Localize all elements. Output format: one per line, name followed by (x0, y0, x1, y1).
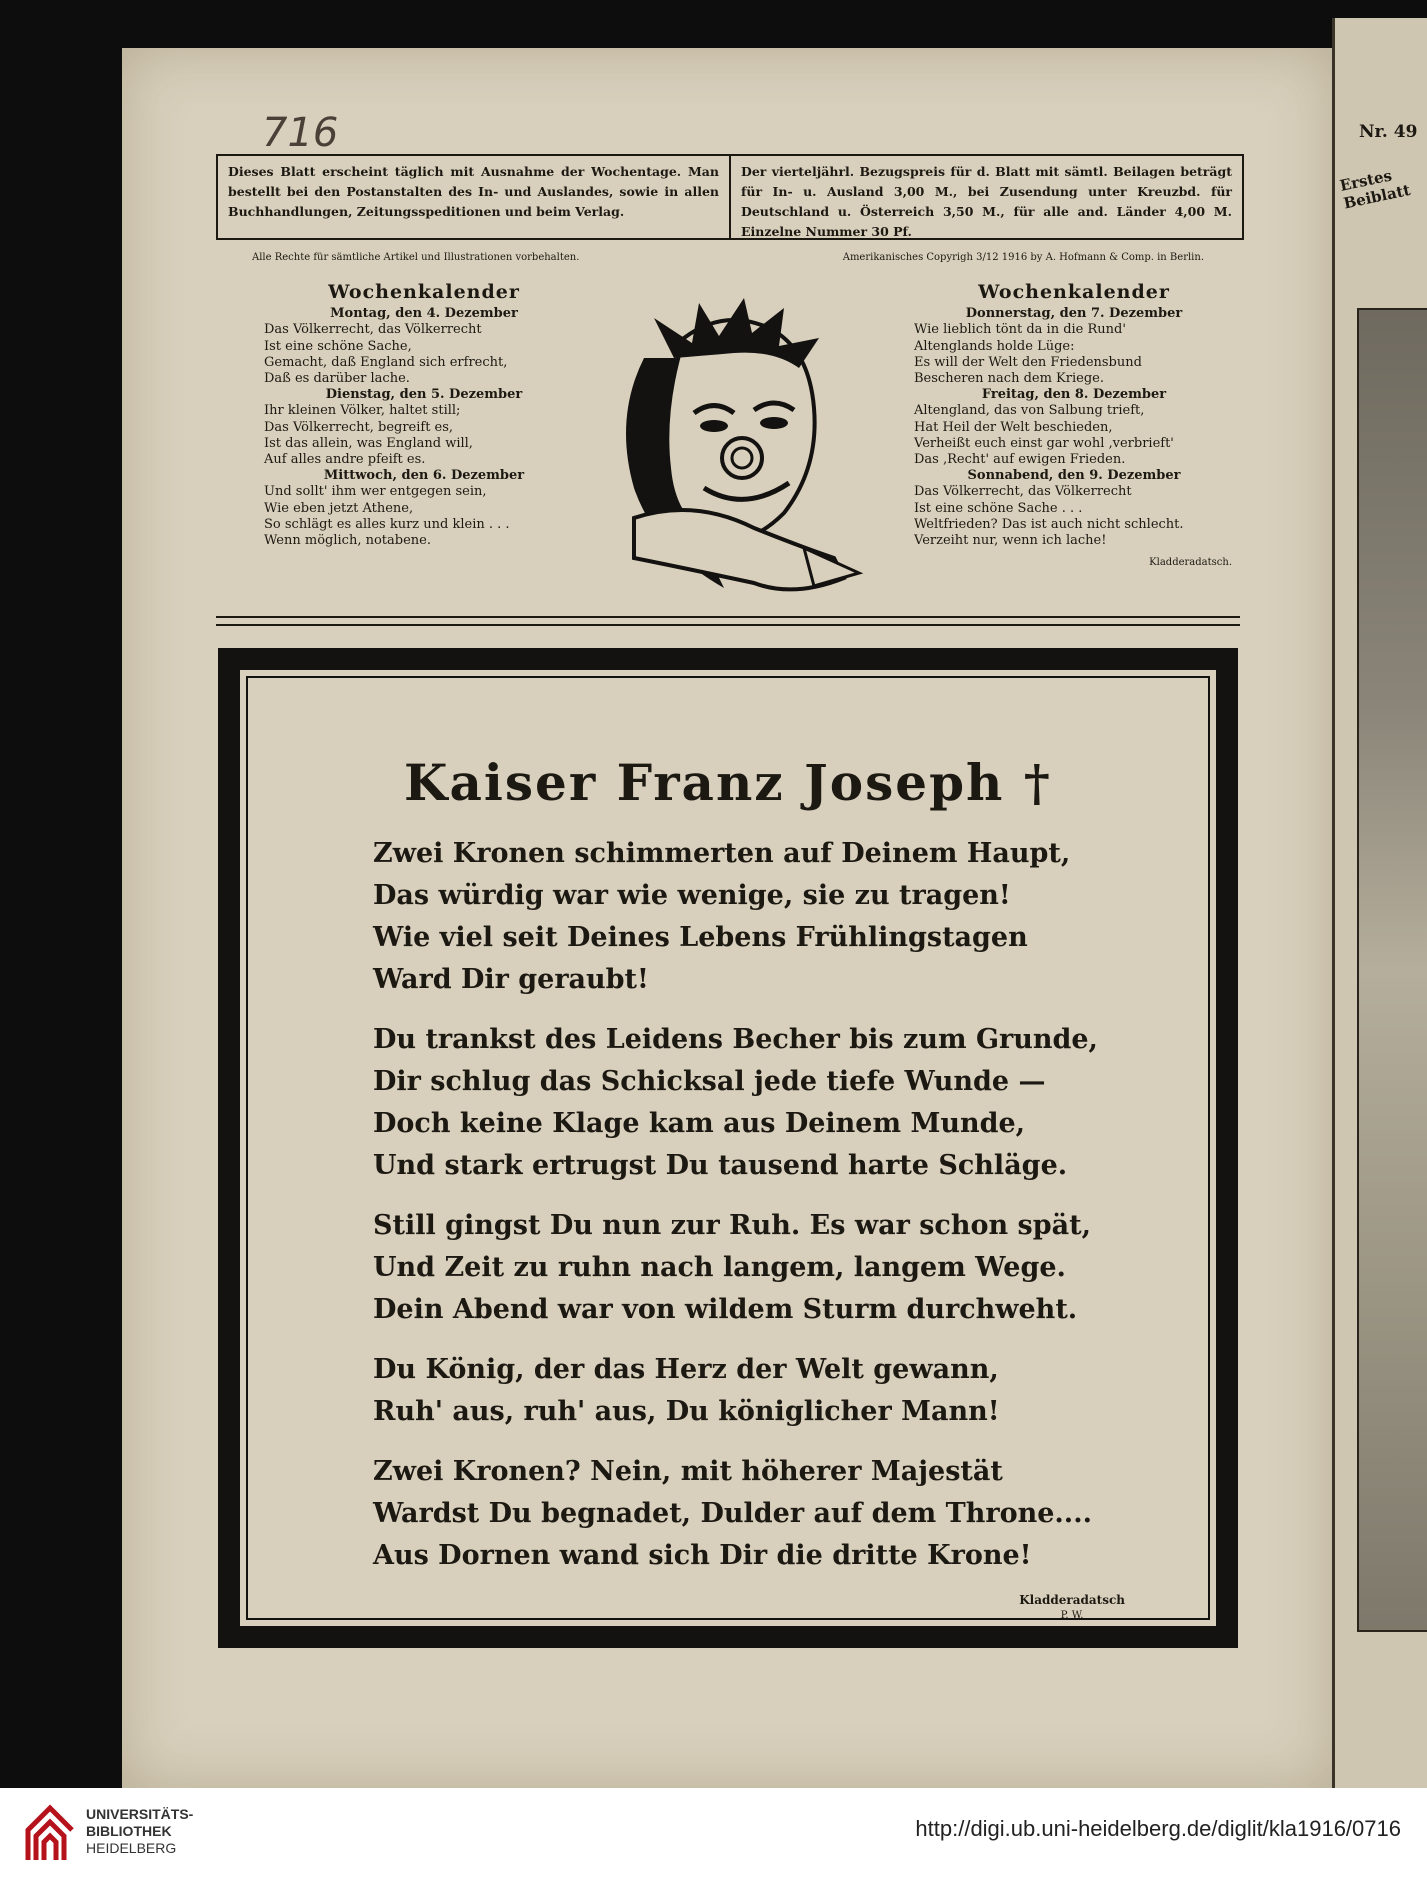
day-heading: Mittwoch, den 6. Dezember (323, 468, 525, 484)
verse-line: Das Völkerrecht, das Völkerrecht (264, 322, 482, 338)
poem-line: Du König, der das Herz der Welt gewann, (373, 1354, 999, 1385)
poem-stanza (373, 1205, 1113, 1331)
verse-line: Ist eine schöne Sache, (264, 338, 412, 354)
poem-line: Doch keine Klage kam aus Deinem Munde, (373, 1108, 1026, 1139)
verse-line: Auf alles andre pfeift es. (264, 452, 426, 468)
verse-line: Gemacht, daß England sich erfrecht, (264, 354, 508, 370)
verse-line: Ihr kleinen Völker, haltet still; (264, 403, 461, 419)
copyright-note: Amerikanisches Copyrigh 3/12 1916 by A. Hofmann & Comp. in Berlin. (842, 252, 1204, 263)
poem-line: Ruh' aus, ruh' aus, Du königlicher Mann! (373, 1396, 1000, 1427)
verse-line: Wenn möglich, notabene. (264, 533, 431, 549)
adjacent-page-subtitle: Erstes Beiblatt (1338, 166, 1412, 213)
memorial-frame (218, 648, 1238, 1648)
rights-reserved: Alle Rechte für sämtliche Artikel und Illustrationen vorbehalten. (252, 252, 580, 263)
day-heading: Montag, den 4. Dezember (330, 306, 518, 322)
poem-line: Aus Dornen wand sich Dir die dritte Krone! (373, 1540, 1032, 1571)
calendar-left-title: Wochenkalender (328, 281, 520, 303)
verse-line: Es will der Welt den Friedensbund (914, 354, 1142, 370)
verse-line: Ist eine schöne Sache . . . (914, 500, 1083, 516)
poem-line: Dein Abend war von wildem Sturm durchweht. (373, 1294, 1078, 1325)
verse-line: Daß es darüber lache. (264, 371, 410, 387)
library-name-line: UNIVERSITÄTS- (86, 1806, 194, 1822)
library-name-line: HEIDELBERG (86, 1840, 177, 1856)
viewer-footer (0, 1788, 1427, 1885)
verse-line: Hat Heil der Welt beschieden, (914, 419, 1113, 435)
poem-line: Und stark ertrugst Du tausend harte Schläge. (373, 1150, 1068, 1181)
verse-line: Altengland, das von Salbung trieft, (914, 403, 1145, 419)
poem-stanza (373, 1349, 1113, 1433)
poem-line: Still gingst Du nun zur Ruh. Es war schon spät, (373, 1210, 1091, 1241)
scanned-page (122, 48, 1332, 1788)
calendar-right (914, 281, 1234, 571)
poem-body (373, 833, 1113, 1595)
verse-line: Und sollt' ihm wer entgegen sein, (264, 484, 487, 500)
cartoon-illustration (574, 298, 864, 608)
poem-line: Dir schlug das Schicksal jede tiefe Wunde — (373, 1066, 1046, 1097)
verse-line: Bescheren nach dem Kriege. (914, 371, 1104, 387)
price-notice: Der vierteljährl. Bezugspreis für d. Blatt mit sämtl. Beilagen beträgt für In- u. Ausland 3,00 M., bei Zusendung unter Kreuzbd. für Deutschland u. Österreich 3,50 M., für alle and. Länder 4,00 M. Einzelne Nummer 30 Pf. (741, 164, 1232, 239)
poem-title: Kaiser Franz Joseph † (404, 753, 1052, 812)
day-heading: Dienstag, den 5. Dezember (325, 387, 523, 403)
verse-line: Altenglands holde Lüge: (914, 338, 1075, 354)
memorial-panel (240, 670, 1216, 1626)
poem-stanza (373, 1451, 1113, 1577)
verse-line: Das Völkerrecht, das Völkerrecht (914, 484, 1132, 500)
poem-line: Zwei Kronen schimmerten auf Deinem Haupt, (373, 838, 1071, 869)
verse-line: Das ‚Recht' auf ewigen Frieden. (914, 452, 1126, 468)
poem-initials: P. W. (1060, 1610, 1084, 1621)
poem-line: Zwei Kronen? Nein, mit höherer Majestät (373, 1456, 1003, 1487)
poem-signature: Kladderadatsch (1019, 1593, 1125, 1607)
verse-line: Das Völkerrecht, begreift es, (264, 419, 454, 435)
verse-line: Wie eben jetzt Athene, (264, 500, 414, 516)
poem-line: Ward Dir geraubt! (373, 964, 649, 995)
poem-line: Wardst Du begnadet, Dulder auf dem Throne.... (373, 1498, 1092, 1529)
verse-line: Wie lieblich tönt da in die Rund' (914, 322, 1126, 338)
poem-line: Du trankst des Leidens Becher bis zum Grunde, (373, 1024, 1098, 1055)
poem-line: Wie viel seit Deines Lebens Frühlingstagen (373, 922, 1028, 953)
rights-line (216, 252, 1240, 268)
calendar-left (264, 281, 584, 549)
calendar-right-title: Wochenkalender (978, 281, 1170, 303)
verse-line: Weltfrieden? Das ist auch nicht schlecht. (914, 516, 1184, 532)
library-name-line: BIBLIOTHEK (86, 1823, 172, 1839)
verse-line: Verzeiht nur, wenn ich lache! (914, 533, 1107, 549)
verse-line: Verheißt euch einst gar wohl ‚verbrieft' (914, 435, 1174, 451)
calendar-source: Kladderadatsch. (1149, 557, 1232, 569)
poem-line: Das würdig war wie wenige, sie zu tragen! (373, 880, 1011, 911)
poem-signature-block (1019, 1593, 1125, 1623)
handwritten-page-number: 716 (262, 110, 339, 156)
adjacent-page (1332, 18, 1427, 1788)
verse-line: Ist das allein, was England will, (264, 435, 473, 451)
poem-line: Und Zeit zu ruhn nach langem, langem Wege. (373, 1252, 1066, 1283)
library-name[interactable] (86, 1806, 193, 1857)
library-logo-icon[interactable] (22, 1800, 78, 1868)
verse-line: So schlägt es alles kurz und klein . . . (264, 516, 510, 532)
poem-stanza (373, 1019, 1113, 1187)
adjacent-page-number: Nr. 49 (1359, 122, 1418, 142)
adjacent-page-illustration (1357, 308, 1427, 1632)
day-heading: Sonnabend, den 9. Dezember (967, 468, 1181, 484)
day-heading: Freitag, den 8. Dezember (981, 387, 1167, 403)
section-divider (216, 616, 1240, 626)
subscription-info-box (216, 154, 1244, 240)
day-heading: Donnerstag, den 7. Dezember (965, 306, 1183, 322)
poem-stanza (373, 833, 1113, 1001)
publication-notice: Dieses Blatt erscheint täglich mit Ausnahme der Wochentage. Man bestellt bei den Postanstalten des In- und Auslandes, sowie in allen Buchhandlungen, Zeitungsspeditionen und beim Verlag. (218, 156, 731, 238)
source-url-link[interactable]: http://digi.ub.uni-heidelberg.de/diglit/kla1916/0716 (915, 1816, 1401, 1841)
